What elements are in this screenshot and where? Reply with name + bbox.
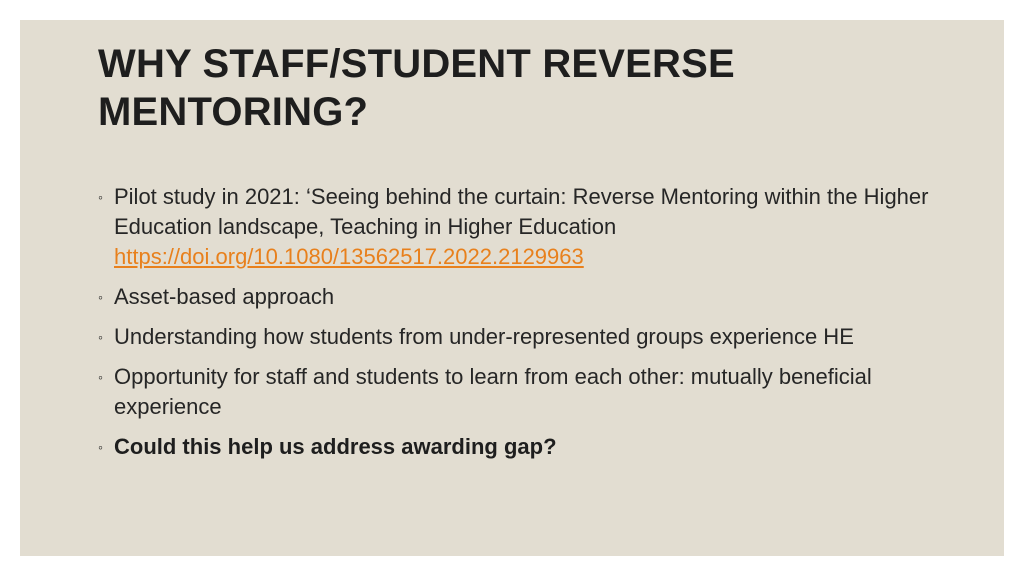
bullet-circle-icon: ◦	[98, 329, 103, 345]
bullet-asset-based	[98, 282, 958, 312]
bullet-circle-icon: ◦	[98, 369, 103, 385]
bullet-circle-icon: ◦	[98, 439, 103, 455]
title-line-2: MENTORING?	[98, 90, 369, 134]
bullet-list	[98, 182, 958, 472]
bullet-pilot-study	[98, 182, 958, 272]
bullet-opportunity	[98, 362, 958, 422]
bullet-text-bold: Could this help us address awarding gap?	[114, 434, 557, 459]
doi-link[interactable]: https://doi.org/10.1080/13562517.2022.2129963	[114, 244, 584, 269]
bullet-circle-icon: ◦	[98, 189, 103, 205]
bullet-awarding-gap	[98, 432, 958, 462]
slide-title	[98, 40, 958, 136]
bullet-circle-icon: ◦	[98, 289, 103, 305]
bullet-understanding	[98, 322, 958, 352]
bullet-text: Pilot study in 2021: ‘Seeing behind the curtain: Reverse Mentoring within the Higher Education landscape, Teaching in Higher Education	[114, 184, 929, 239]
title-line-1: WHY STAFF/STUDENT REVERSE	[98, 42, 735, 86]
bullet-text: Understanding how students from under-represented groups experience HE	[114, 324, 854, 349]
bullet-text: Asset-based approach	[114, 284, 335, 309]
slide	[20, 20, 1004, 556]
bullet-text: Opportunity for staff and students to learn from each other: mutually beneficial experience	[114, 364, 872, 419]
